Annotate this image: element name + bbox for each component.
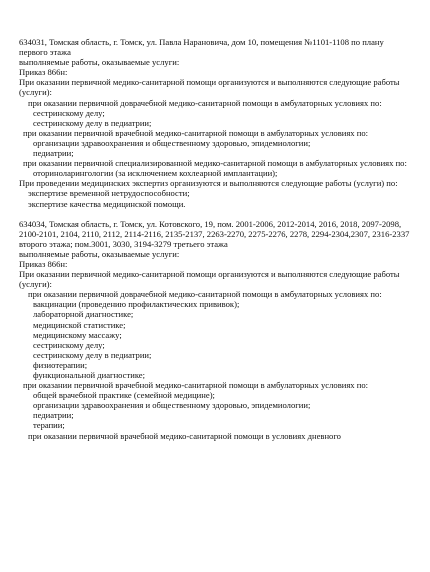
list-item: сестринскому делу в педиатрии; [33,117,152,128]
list-item: экспертизе качества медицинской помощи. [28,198,186,209]
list-item: физиотерапии; [33,359,88,370]
address-line: 634031, Томская область, г. Томск, ул. Павла Нарановича, дом 10, помещения №1101-1108 по плану первого этажа [19,37,386,58]
section-gap [19,209,413,219]
list-item: сестринскому делу; [33,339,105,350]
list-item: медицинской статистике; [33,319,126,330]
address-block-1 [19,37,413,209]
order-label: Приказ 866н: [19,258,68,269]
list-item: организации здравоохранения и общественному здоровью, эпидемиологии; [33,400,311,411]
daytime-heading: при оказании первичной врачебной медико-санитарной помощи в условиях дневного [28,430,341,441]
prehospital-heading: при оказании первичной доврачебной медико-санитарной помощи в амбулаторных условиях по: [28,289,382,300]
list-item: вакцинации (проведению профилактических прививок); [33,299,240,310]
list-item: лабораторной диагностике; [33,309,134,320]
works-intro: выполняемые работы, оказываемые услуги: [19,57,180,68]
list-item: педиатрии; [33,410,74,421]
document-page [19,37,413,441]
list-item: оториноларингологии (за исключением кохлеарной имплантации); [33,168,278,179]
list-item: медицинскому массажу; [33,329,122,340]
order-label: Приказ 866н: [19,67,68,78]
list-item: педиатрии; [33,148,74,159]
expert-intro: При проведении медицинских экспертиз организуются и выполняются следующие работы (услуги) по: [19,178,398,189]
list-item: сестринскому делу; [33,107,105,118]
physician-heading: при оказании первичной врачебной медико-санитарной помощи в амбулаторных условиях по: [23,380,369,391]
list-item: общей врачебной практике (семейной медицине); [33,390,215,401]
list-item: функциональной диагностике; [33,370,146,380]
works-intro: выполняемые работы, оказываемые услуги: [19,248,180,259]
physician-heading: при оказании первичной врачебной медико-санитарной помощи в амбулаторных условиях по: [23,127,369,138]
list-item: организации здравоохранения и общественному здоровью, эпидемиологии; [33,137,311,148]
primary-care-intro: При оказании первичной медико-санитарной помощи организуются и выполняются следующие работы (услуги): [19,269,402,290]
address-block-2 [19,219,413,441]
address-line: 634034, Томская область, г. Томск, ул. Котовского, 19, пом. 2001-2006, 2012-2014, 2016, 2018, 2097-2098, 2100-2101, 2104, 2110, 2112, 2114-2116, 2135-2137, 2263-2270, 2275-2276, 2278, 2294-2304,2307, 2316-2337 второго этажа; пом.3001, 3030, 3194-3279 третьего этажа [19,218,412,249]
list-item: экспертизе временной нетрудоспособности; [28,188,190,199]
list-item: терапии; [33,420,65,431]
primary-care-intro: При оказании первичной медико-санитарной помощи организуются и выполняются следующие работы (услуги): [19,77,402,98]
prehospital-heading: при оказании первичной доврачебной медико-санитарной помощи в амбулаторных условиях по: [28,97,382,108]
list-item: сестринскому делу в педиатрии; [33,349,152,360]
specialized-heading: при оказании первичной специализированной медико-санитарной помощи в амбулаторных условиях по: [23,158,407,169]
